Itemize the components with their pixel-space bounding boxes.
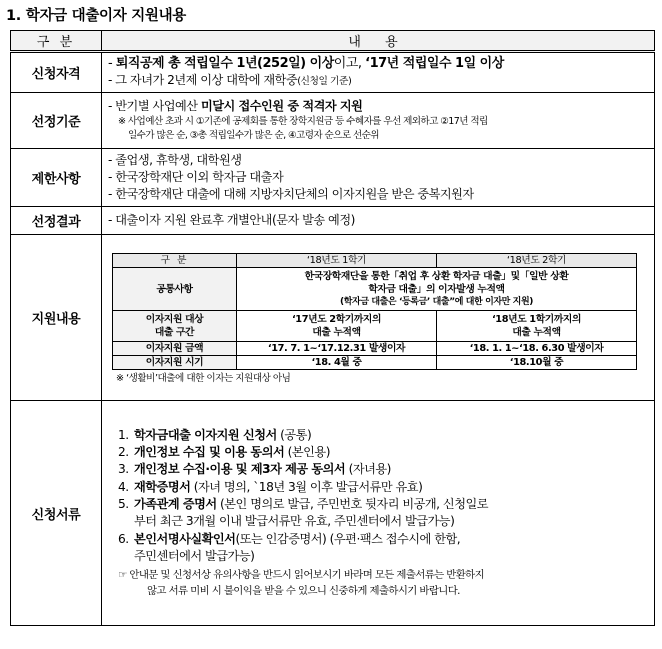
support-head-semester-1: ‘18년도 1학기 (237, 254, 437, 268)
document-number: 1. (118, 427, 129, 442)
support-common-label: 공통사항 (113, 268, 237, 311)
document-item (118, 531, 650, 566)
criteria-note-2: 일수가 많은 순, ③총 적립일수가 많은 순, ④고령자 순으로 선순위 (128, 130, 379, 141)
header-category: 구 분 (11, 31, 102, 52)
document-item (118, 444, 650, 461)
support-target-s2-line-1: ‘18년도 1학기까지의 (491, 314, 582, 325)
document-title: 학자금대출 이자지원 신청서 (134, 427, 277, 442)
criteria-line-1 (108, 98, 650, 115)
support-head-semester-2: ‘18년도 2학기 (437, 254, 637, 268)
document-detail: (또는 인감증명서) (우편·팩스 접수시에 한함, (235, 531, 461, 546)
document-detail-continued: 주민센터에서 발급가능) (134, 548, 255, 563)
row-support (11, 235, 655, 401)
criteria-emphasis: 미달시 접수인원 중 적격자 지원 (200, 99, 363, 113)
support-row-time (113, 356, 637, 370)
qualification-line-2 (108, 72, 650, 90)
support-target-semester-2 (437, 311, 637, 342)
document-item (118, 479, 650, 496)
category-restrictions: 제한사항 (11, 149, 102, 207)
support-note: ※ ‘생활비’대출에 대한 이자는 지원대상 아님 (116, 373, 291, 384)
qualification-basis: (신청일 기준) (297, 76, 352, 87)
category-qualification: 신청자격 (11, 52, 102, 93)
support-detail-header (113, 254, 637, 268)
restriction-item: - 졸업생, 휴학생, 대학원생 (108, 153, 242, 167)
support-target-label-line-2: 대출 구간 (154, 327, 195, 338)
row-documents (11, 401, 655, 626)
support-target-label (113, 311, 237, 342)
result-line: - 대출이자 지원 완료후 개별안내(문자 발송 예정) (108, 213, 355, 227)
support-info-table (10, 30, 655, 626)
support-common-line-1: 한국장학재단을 통한「취업 후 상환 학자금 대출」및「일반 상환 (304, 270, 569, 282)
documents-guide-line-1: ☞ 안내문 및 신청서상 유의사항을 반드시 읽어보시기 바라며 모든 제출서류는 반환하지 (118, 569, 485, 582)
criteria-note-1: ※ 사업예산 초과 시 ①기존에 공제회를 통한 장학지원금 등 수혜자를 우선 제외하고 ②17년 적립 (118, 116, 488, 127)
content-criteria (102, 93, 655, 149)
document-detail: (본인용) (284, 445, 330, 460)
content-result (102, 207, 655, 235)
document-title: 본인서명사실확인서 (134, 531, 236, 546)
support-common-line-3: (학자금 대출은 ‘등록금’ 대출”에 대한 이자만 지원) (340, 296, 533, 307)
document-detail: (공통) (276, 427, 312, 442)
support-row-amount (113, 342, 637, 356)
document-detail: (자녀용) (345, 462, 391, 477)
dash: - (108, 56, 116, 71)
document-number: 6. (118, 531, 129, 546)
document-number: 2. (118, 445, 129, 460)
qualification-requirement-year: ‘17년 적립일수 1일 이상 (365, 56, 504, 71)
document-item (118, 427, 650, 444)
category-documents: 신청서류 (11, 401, 102, 626)
document-title: 개인정보 수집·이용 및 제3자 제공 동의서 (134, 462, 346, 477)
support-time-semester-1: ‘18. 4월 중 (237, 356, 437, 370)
criteria-text: - 반기별 사업예산 (108, 99, 201, 113)
support-amount-semester-2: ‘18. 1. 1~‘18. 6.30 발생이자 (437, 342, 637, 356)
support-row-target (113, 311, 637, 342)
document-title: 재학증명서 (134, 479, 191, 494)
document-title: 개인정보 수집 및 이용 동의서 (134, 445, 285, 460)
support-target-s1-line-1: ‘17년도 2학기까지의 (291, 314, 382, 325)
document-detail: (본인 명의로 발급, 주민번호 뒷자리 비공개, 신청일로 (216, 497, 489, 511)
content-support (102, 235, 655, 401)
support-time-label: 이자지원 시기 (113, 356, 237, 370)
qualification-conjunction: 이고, (333, 56, 366, 71)
qualification-line-1 (108, 55, 650, 72)
page-title: 1. 학자금 대출이자 지원내용 (6, 8, 187, 24)
document-detail: (자녀 명의, `18년 3월 이후 발급서류만 유효) (190, 479, 423, 494)
row-restrictions (11, 149, 655, 207)
document-number: 5. (118, 497, 129, 511)
document-number: 3. (118, 462, 129, 477)
document-title: 가족관계 증명서 (134, 497, 217, 511)
restriction-item: - 한국장학재단 대출에 대해 지방자치단체의 이자지원을 받은 중복지원자 (108, 187, 474, 201)
table-header-row (11, 31, 655, 52)
content-documents (102, 401, 655, 626)
qualification-child-text: - 그 자녀가 2년제 이상 대학에 재학중 (108, 73, 298, 87)
support-target-label-line-1: 이자지원 대상 (145, 314, 204, 325)
restriction-item: - 한국장학재단 이외 학자금 대출자 (108, 170, 284, 184)
support-amount-semester-1: ‘17. 7. 1~‘17.12.31 발생이자 (237, 342, 437, 356)
document-number: 4. (118, 479, 129, 494)
qualification-requirement-total: 퇴직공제 총 적립일수 1년(252일) 이상 (115, 56, 334, 71)
support-target-s2-line-2: 대출 누적액 (512, 327, 561, 338)
support-detail-table (112, 253, 637, 370)
category-support: 지원내용 (11, 235, 102, 401)
content-qualification (102, 52, 655, 93)
row-criteria (11, 93, 655, 149)
support-target-semester-1 (237, 311, 437, 342)
category-criteria: 선정기준 (11, 93, 102, 149)
support-time-semester-2: ‘18.10월 중 (437, 356, 637, 370)
content-restrictions (102, 149, 655, 207)
support-common-content (237, 268, 637, 311)
documents-guide-line-2: 않고 서류 미비 시 불이익을 받을 수 있으니 신중하게 제출하시기 바랍니다. (147, 585, 460, 598)
document-item (118, 496, 650, 531)
documents-guide (118, 567, 650, 599)
document-item (118, 461, 650, 478)
document-detail-continued: 부터 최근 3개월 이내 발급서류만 유효, 주민센터에서 발급가능) (134, 514, 455, 529)
support-target-s1-line-2: 대출 누적액 (312, 327, 361, 338)
support-amount-label: 이자지원 금액 (113, 342, 237, 356)
support-row-common (113, 268, 637, 311)
row-result (11, 207, 655, 235)
support-common-line-2: 학자금 대출」의 이자발생 누적액 (368, 283, 505, 295)
category-result: 선정결과 (11, 207, 102, 235)
row-qualification (11, 52, 655, 93)
support-head-category: 구 분 (113, 254, 237, 268)
header-content: 내 용 (102, 31, 655, 52)
